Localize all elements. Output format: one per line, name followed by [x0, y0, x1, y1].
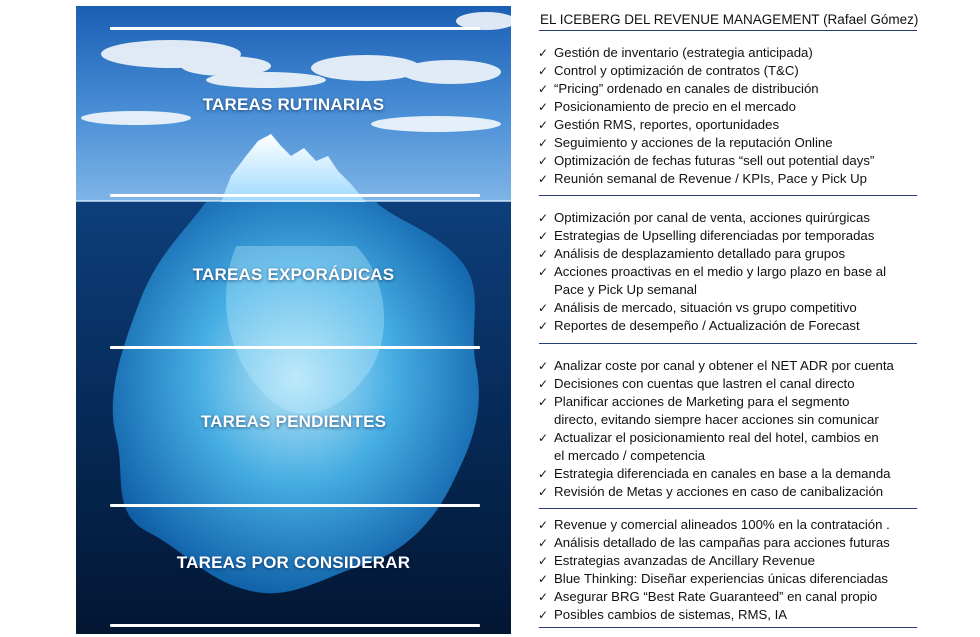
- check-icon: ✓: [538, 64, 549, 78]
- list-item: ✓ Seguimiento y acciones de la reputación Online: [538, 135, 833, 150]
- list-item: ✓ Asegurar BRG “Best Rate Guaranteed” en canal propio: [538, 589, 878, 604]
- list-item: ✓ Optimización de fechas futuras “sell out potential days”: [538, 153, 875, 168]
- list-item: ✓ Análisis de desplazamiento detallado para grupos: [538, 246, 846, 261]
- list-item: ✓ Gestión RMS, reportes, oportunidades: [538, 117, 780, 132]
- horizon: [76, 200, 511, 202]
- title-rule: [539, 30, 917, 31]
- tier-divider: [110, 194, 480, 197]
- list-item: ✓ Posicionamiento de precio en el mercado: [538, 99, 796, 114]
- tier-label-routine: TAREAS RUTINARIAS: [202, 95, 385, 114]
- group-sporadic: [535, 209, 935, 335]
- check-icon: ✓: [538, 265, 549, 279]
- list-item: ✓ Analizar coste por canal y obtener el NET ADR por cuenta: [538, 358, 894, 373]
- check-icon: ✓: [538, 211, 549, 225]
- group-rule: [539, 343, 917, 344]
- check-icon: ✓: [538, 118, 549, 132]
- check-icon: ✓: [538, 395, 549, 409]
- check-icon: ✓: [538, 485, 549, 499]
- group-rule: [539, 508, 917, 509]
- list-item: ✓ Decisiones con cuentas que lastren el canal directo: [538, 376, 855, 391]
- check-icon: ✓: [538, 431, 549, 445]
- panel-title: EL ICEBERG DEL REVENUE MANAGEMENT (Rafael Gómez): [540, 12, 919, 27]
- group-routine: [535, 44, 935, 188]
- group-pending: [535, 357, 935, 501]
- group-rule: [539, 195, 917, 196]
- check-icon: ✓: [538, 154, 549, 168]
- tier-divider: [110, 27, 480, 30]
- tier-divider: [110, 624, 480, 627]
- check-icon: ✓: [538, 301, 549, 315]
- list-item: ✓ Reportes de desempeño / Actualización de Forecast: [538, 318, 860, 333]
- group-rule: [539, 627, 917, 628]
- list-item: ✓ Planificar acciones de Marketing para el segmento: [538, 394, 850, 409]
- check-icon: ✓: [538, 377, 549, 391]
- list-item-continuation: el mercado / competencia: [554, 448, 705, 463]
- list-item: ✓ Revisión de Metas y acciones en caso de canibalización: [538, 484, 884, 499]
- list-item: ✓ Reunión semanal de Revenue / KPIs, Pace y Pick Up: [538, 171, 868, 186]
- group-to-consider: [535, 516, 935, 624]
- list-item: ✓ Acciones proactivas en el medio y largo plazo en base al: [538, 264, 887, 279]
- list-item: ✓ Posibles cambios de sistemas, RMS, IA: [538, 607, 788, 622]
- list-item: ✓ Blue Thinking: Diseñar experiencias únicas diferenciadas: [538, 571, 889, 586]
- list-item: ✓ Actualizar el posicionamiento real del hotel, cambios en: [538, 430, 879, 445]
- list-item: ✓ Optimización por canal de venta, acciones quirúrgicas: [538, 210, 870, 225]
- check-icon: ✓: [538, 247, 549, 261]
- list-item: ✓ Análisis de mercado, situación vs grupo competitivo: [538, 300, 857, 315]
- check-icon: ✓: [538, 359, 549, 373]
- check-icon: ✓: [538, 82, 549, 96]
- check-icon: ✓: [538, 518, 549, 532]
- list-item: ✓ “Pricing” ordenado en canales de distribución: [538, 81, 819, 96]
- tier-label-to-consider: TAREAS POR CONSIDERAR: [176, 553, 411, 572]
- tier-label-sporadic: TAREAS EXPORÁDICAS: [192, 265, 395, 284]
- check-icon: ✓: [538, 229, 549, 243]
- check-icon: ✓: [538, 100, 549, 114]
- check-icon: ✓: [538, 136, 549, 150]
- check-icon: ✓: [538, 590, 549, 604]
- check-icon: ✓: [538, 536, 549, 550]
- list-item: ✓ Gestión de inventario (estrategia anticipada): [538, 45, 813, 60]
- list-item: ✓ Control y optimización de contratos (T&C): [538, 63, 799, 78]
- check-icon: ✓: [538, 608, 549, 622]
- tier-divider: [110, 346, 480, 349]
- check-icon: ✓: [538, 172, 549, 186]
- check-icon: ✓: [538, 46, 549, 60]
- check-icon: ✓: [538, 572, 549, 586]
- check-icon: ✓: [538, 319, 549, 333]
- list-item: ✓ Estrategias de Upselling diferenciadas por temporadas: [538, 228, 875, 243]
- iceberg-illustration: [76, 6, 511, 634]
- list-item-continuation: Pace y Pick Up semanal: [554, 282, 697, 297]
- tier-divider: [110, 504, 480, 507]
- check-icon: ✓: [538, 467, 549, 481]
- list-item: ✓ Revenue y comercial alineados 100% en la contratación .: [538, 517, 890, 532]
- list-item-continuation: directo, evitando siempre hacer acciones sin comunicar: [554, 412, 879, 427]
- tier-label-pending: TAREAS PENDIENTES: [200, 412, 387, 431]
- list-item: ✓ Análisis detallado de las campañas para acciones futuras: [538, 535, 890, 550]
- list-item: ✓ Estrategia diferenciada en canales en base a la demanda: [538, 466, 891, 481]
- check-icon: ✓: [538, 554, 549, 568]
- list-item: ✓ Estrategias avanzadas de Ancillary Revenue: [538, 553, 815, 568]
